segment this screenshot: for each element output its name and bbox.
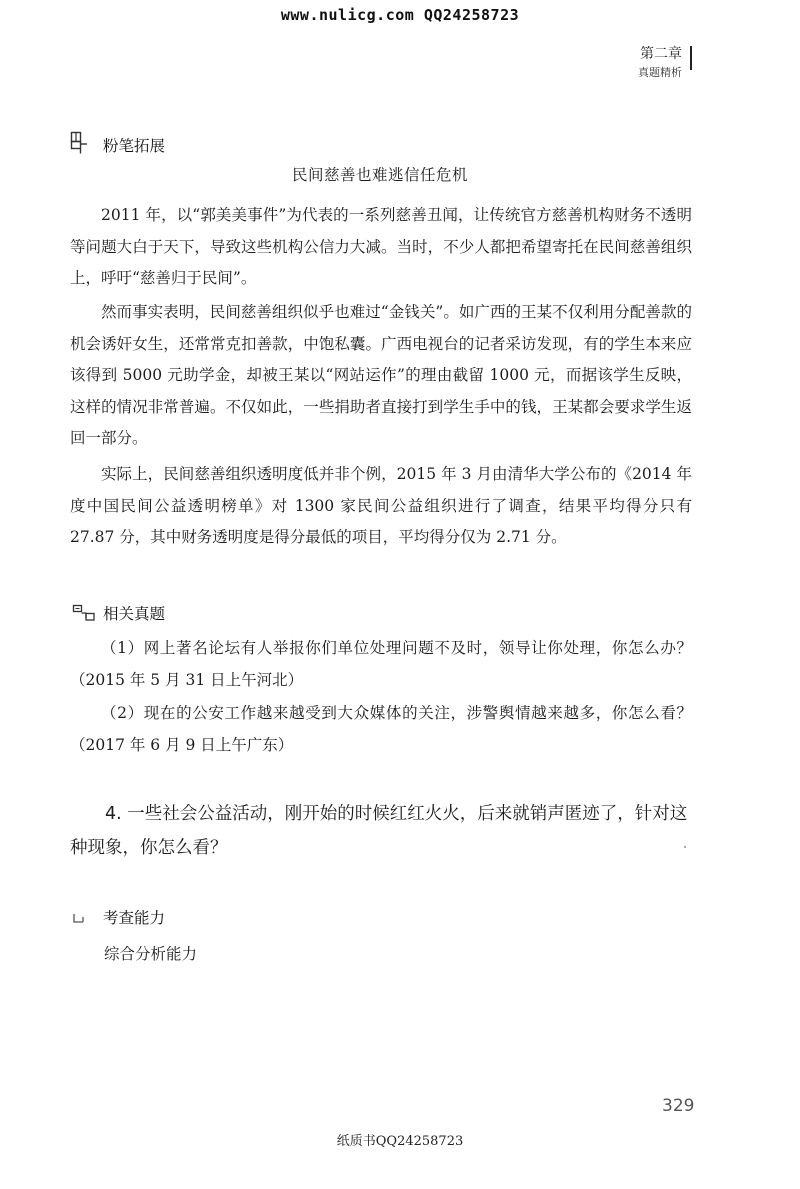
article-paragraph: 然而事实表明，民间慈善组织似乎也难过“金钱关”。如广西的王某不仅利用分配善款的机会诱奸女生，还常常克扣善款，中饱私囊。广西电视台的记者采访发现，有的学生本来应该得到 5000 元助学金，却被王某以“网站运作”的理由截留 1000 元，而据该学生反映，这样的情况非常普遍。不仅如此，一些捐助者直接打到学生手中的钱，王某都会要求学生返回一部分。 [70,303,692,447]
chapter-subtitle: 真题精析 [638,66,682,79]
section-heading-related: 相关真题 [103,605,166,623]
section-heading-ability: 考查能力 [103,909,166,927]
page-number: 329 [662,1096,695,1116]
top-watermark: www.nulicg.com QQ24258723 [280,6,520,24]
chapter-header [638,44,682,82]
section-heading-extension: 粉笔拓展 [103,137,166,155]
scan-speck [684,846,686,848]
ability-answer: 综合分析能力 [104,945,198,963]
main-question: 4. 一些社会公益活动，刚开始的时候红红火火，后来就销声匿迹了，针对这种现象，你怎么看？ [70,804,688,858]
chapter-divider [690,46,692,70]
related-question-item: （2）现在的公安工作越来越受到大众媒体的关注，涉警舆情越来越多，你怎么看？（2017 年 6 月 9 日上午广东） [70,704,692,754]
book-icon [70,131,90,159]
article-paragraph: 实际上，民间慈善组织透明度低并非个例，2015 年 3 月由清华大学公布的《2014 年度中国民间公益透明榜单》对 1300 家民间公益组织进行了调查，结果平均得分只有 27.87 分，其中财务透明度是得分最低的项目，平均得分仅为 2.71 分。 [70,465,692,546]
bottom-watermark: 纸质书QQ24258723 [336,1134,464,1149]
ability-icon [72,910,86,929]
chapter-title: 第二章 [640,46,682,62]
related-question-item: （1）网上著名论坛有人举报你们单位处理问题不及时，领导让你处理，你怎么办？（2015 年 5 月 31 日上午河北） [70,639,692,689]
related-questions-icon [72,604,96,626]
article-paragraph: 2011 年，以“郭美美事件”为代表的一系列慈善丑闻，让传统官方慈善机构财务不透明等问题大白于天下，导致这些机构公信力大减。当时，不少人都把希望寄托在民间慈善组织上，呼吁“慈善归于民间”。 [70,206,692,287]
article-title: 民间慈善也难逃信任危机 [291,166,468,184]
